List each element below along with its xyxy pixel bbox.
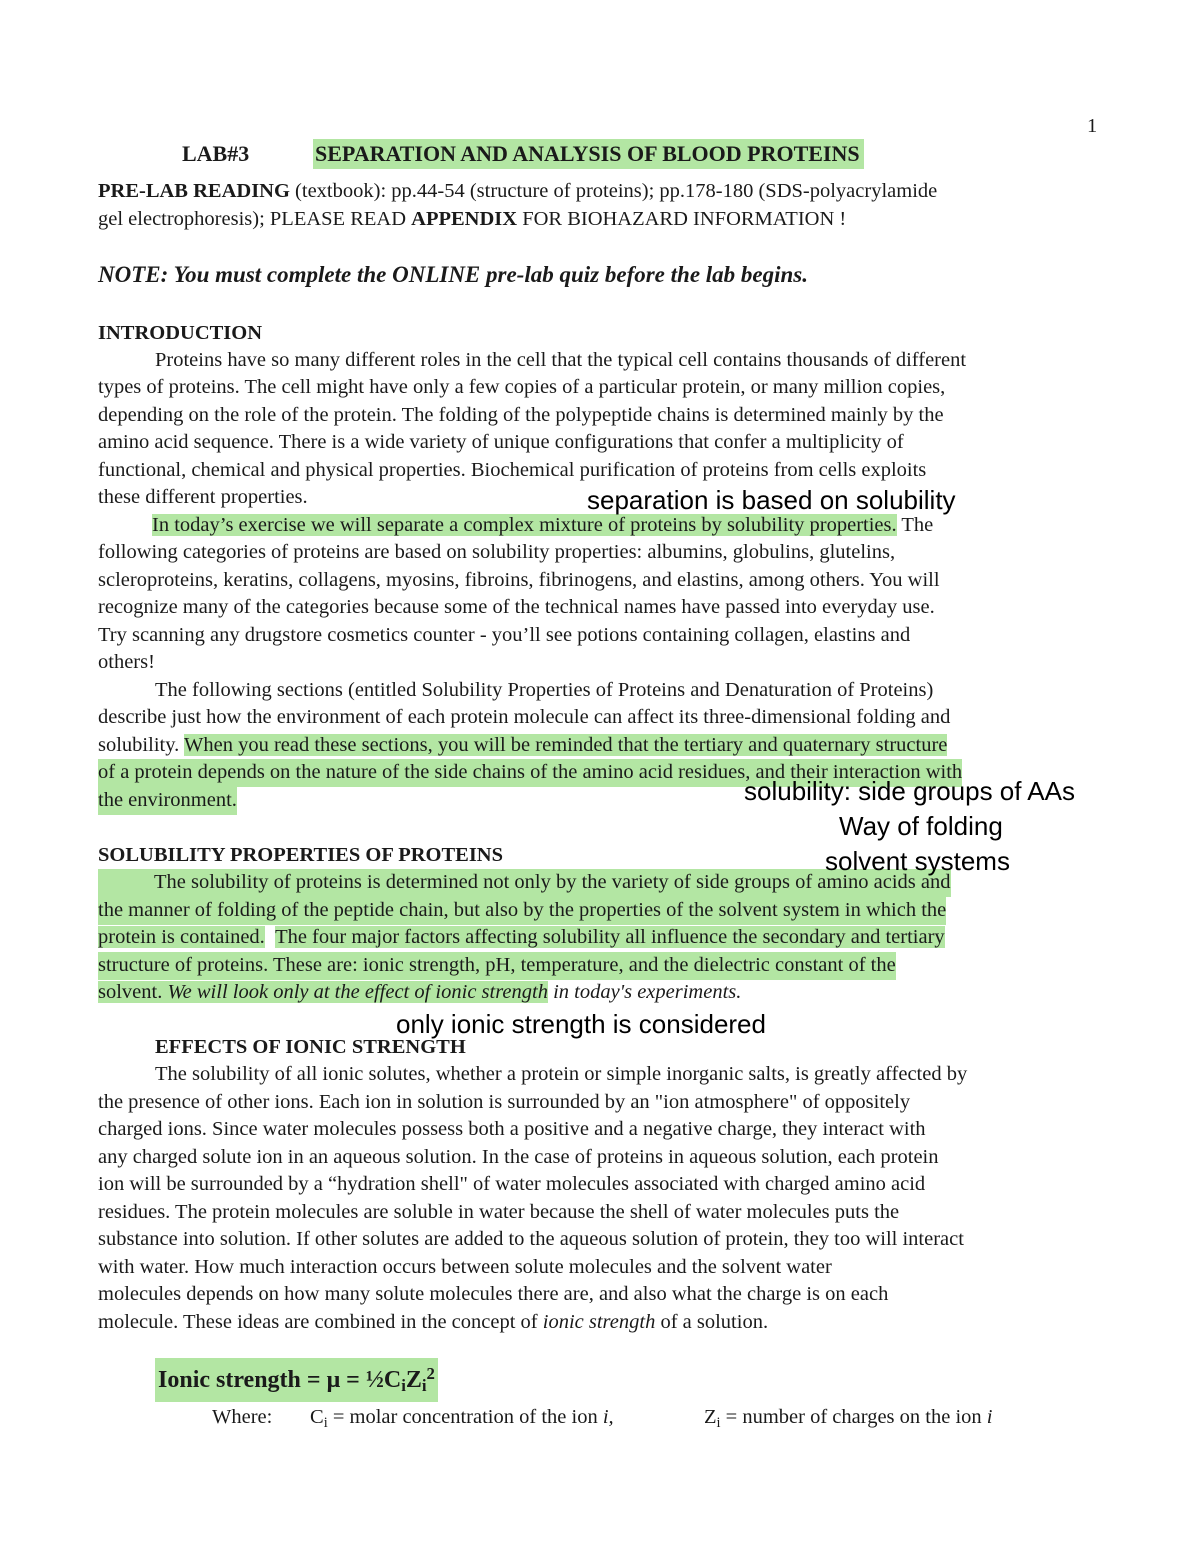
- ionic-line: residues. The protein molecules are soluble in water because the shell of water molecules puts the: [98, 1201, 900, 1223]
- highlight: protein is contained.: [98, 926, 265, 948]
- ionic-line: with water. How much interaction occurs between solute molecules and the solvent water: [98, 1256, 832, 1278]
- highlight: When you read these sections, you will be reminded that the tertiary and quaternary structure: [184, 734, 948, 756]
- intro-p1-line: functional, chemical and physical properties. Biochemical purification of proteins from cells exploits: [98, 459, 927, 481]
- page-title: SEPARATION AND ANALYSIS OF BLOOD PROTEINS: [313, 139, 864, 169]
- intro-p3-line: describe just how the environment of each protein molecule can affect its three-dimensional folding and: [98, 706, 951, 728]
- solubility-heading: SOLUBILITY PROPERTIES OF PROTEINS: [98, 844, 504, 866]
- highlight: The solubility of proteins is determined not only by the variety of side groups of amino acids and: [98, 869, 951, 897]
- ionic-heading: EFFECTS OF IONIC STRENGTH: [155, 1036, 466, 1058]
- annotation-ionic-strength: only ionic strength is considered: [396, 1009, 766, 1039]
- intro-p2-line: Try scanning any drugstore cosmetics counter - you’ll see potions containing collagen, elastins and: [98, 624, 911, 646]
- highlight: The four major factors affecting solubility all influence the secondary and tertiary: [275, 926, 945, 948]
- ionic-strength-formula: Ionic strength = $\mu = \frac{1}{2}C_iZ_i^2$: [155, 1358, 438, 1402]
- ionic-line: charged ions. Since water molecules possess both a positive and a negative charge, they interact with: [98, 1118, 926, 1140]
- intro-p1-line: depending on the role of the protein. The folding of the polypeptide chains is determined mainly by the: [98, 404, 944, 426]
- intro-p1-line: Proteins have so many different roles in the cell that the typical cell contains thousands of different: [155, 349, 967, 371]
- where-label: Where:: [212, 1406, 273, 1428]
- highlight: the environment.: [98, 787, 237, 815]
- ionic-line: molecules depends on how many solute molecules there are, and also what the charge is on each: [98, 1283, 889, 1305]
- ionic-line: The solubility of all ionic solutes, whether a protein or simple inorganic salts, is greatly affected by: [155, 1063, 968, 1085]
- intro-heading: INTRODUCTION: [98, 322, 263, 344]
- intro-p1-line: these different properties.: [98, 486, 308, 508]
- ionic-line: any charged solute ion in an aqueous solution. In the case of proteins in aqueous solution, each protein: [98, 1146, 939, 1168]
- intro-p2-first-line: In today’s exercise we will separate a complex mixture of proteins by solubility properties. The: [152, 514, 934, 536]
- annotation-separation: separation is based on solubility: [587, 485, 956, 515]
- highlight: structure of proteins. These are: ionic strength, pH, temperature, and the dielectric constant of the: [98, 952, 896, 980]
- annotation-solvent: solvent systems: [825, 846, 1010, 876]
- highlight: solvent. We will look only at the effect of ionic strength: [98, 981, 548, 1003]
- highlight: In today’s exercise we will separate a complex mixture of proteins by solubility properties.: [152, 514, 897, 536]
- page-number: 1: [1087, 115, 1098, 137]
- intro-p2-line: following categories of proteins are based on solubility properties: albumins, globulins, glutelins,: [98, 541, 896, 563]
- intro-p1-line: amino acid sequence. There is a wide variety of unique configurations that confer a multiplicity of: [98, 431, 904, 453]
- annotation-side-groups: solubility: side groups of AAs: [744, 776, 1075, 806]
- intro-p1-line: types of proteins. The cell might have only a few copies of a particular protein, or many million copies,: [98, 376, 946, 398]
- annotation-folding: Way of folding: [839, 811, 1003, 841]
- ionic-line: molecule. These ideas are combined in the concept of ionic strength of a solution.: [98, 1311, 769, 1333]
- emphasis: ionic strength: [542, 1311, 656, 1333]
- emphasis: We will look only at the effect of ionic strength: [167, 981, 548, 1003]
- intro-p2-line: recognize many of the categories because some of the technical names have passed into everyday use.: [98, 596, 935, 618]
- where-z-definition: $Z_i$ = number of charges on the ion i: [704, 1406, 993, 1431]
- lab-number: LAB#3: [182, 141, 250, 166]
- prelab-line-2: gel electrophoresis); PLEASE READ APPENDIX FOR BIOHAZARD INFORMATION !: [98, 208, 847, 230]
- ionic-line: ion will be surrounded by a “hydration shell" of water molecules associated with charged amino acid: [98, 1173, 926, 1195]
- highlight: the manner of folding of the peptide chain, but also by the properties of the solvent system in which the: [98, 897, 946, 925]
- intro-p3-line: solubility. When you read these sections, you will be reminded that the tertiary and quaternary structure: [98, 734, 948, 756]
- appendix-ref: APPENDIX: [411, 208, 518, 230]
- solubility-line: [98, 924, 945, 952]
- where-c-definition: $C_i$ = molar concentration of the ion i,: [310, 1406, 614, 1431]
- prelab-line-1: PRE-LAB READING (textbook): pp.44-54 (structure of proteins); pp.178-180 (SDS-polyacrylamide: [98, 180, 938, 202]
- intro-p3-line: The following sections (entitled Solubility Properties of Proteins and Denaturation of Proteins): [155, 679, 934, 701]
- intro-p2-line: others!: [98, 651, 155, 673]
- intro-p2-line: scleroproteins, keratins, collagens, myosins, fibroins, fibrinogens, and elastins, among others. You will: [98, 569, 940, 591]
- note: NOTE: You must complete the ONLINE pre-lab quiz before the lab begins.: [98, 262, 809, 287]
- highlight: of a protein depends on the nature of the side chains of the amino acid residues, and their interaction with: [98, 759, 962, 787]
- ionic-line: the presence of other ions. Each ion in solution is surrounded by an "ion atmosphere" of oppositely: [98, 1091, 911, 1113]
- solubility-line: solvent. We will look only at the effect of ionic strength in today's experiments.: [98, 981, 742, 1003]
- ionic-line: substance into solution. If other solutes are added to the aqueous solution of protein, they too will interact: [98, 1228, 964, 1250]
- prelab-label: PRE-LAB READING: [98, 180, 290, 202]
